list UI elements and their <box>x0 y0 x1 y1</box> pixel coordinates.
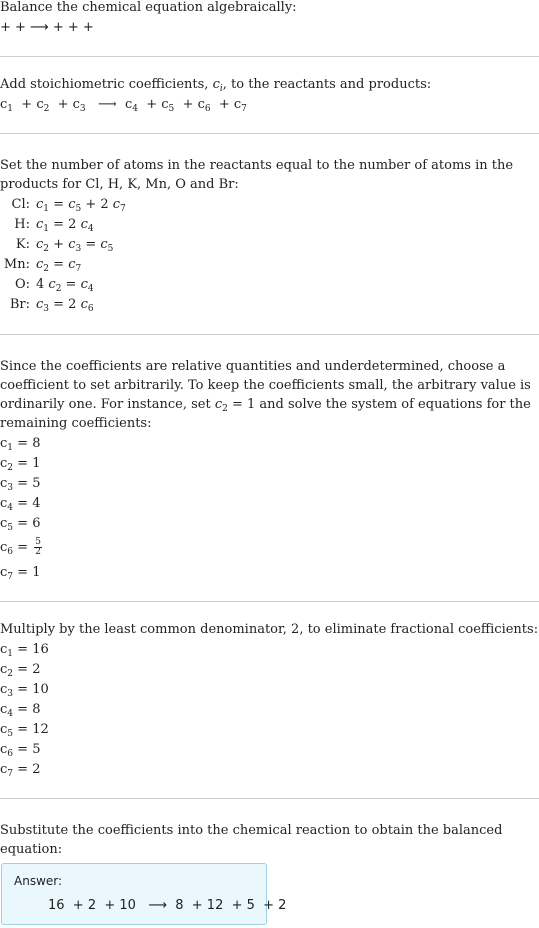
scaled-c4: $c_4 = 8$ <box>0 702 41 719</box>
element-label: H: <box>14 217 30 232</box>
divider <box>0 334 539 335</box>
divider <box>0 601 539 602</box>
element-equation: 4 $c_2 = c_4$ <box>36 277 94 294</box>
solution-c3: $c_3 = 5$ <box>0 476 41 493</box>
element-equation: $c_3 = 2$ $c_6$ <box>36 297 94 314</box>
scaled-c5: $c_5 = 12$ <box>0 722 49 739</box>
step2-text: Add stoichiometric coefficients, $c_i$, to the reactants and products: <box>0 77 432 94</box>
step6-line1: Substitute the coefficients into the chemical reaction to obtain the balanced <box>0 823 503 838</box>
step4-line4: remaining coefficients: <box>0 416 152 431</box>
divider <box>0 798 539 799</box>
scaled-c6: $c_6 = 5$ <box>0 742 41 759</box>
divider <box>0 133 539 134</box>
answer-equation: 16 + 2 + 10 ⟶ 8 + 12 + 5 + 2 <box>48 898 287 913</box>
element-equation: $c_2 + c_3 = c_5$ <box>36 237 114 254</box>
step3-line1: Set the number of atoms in the reactants equal to the number of atoms in the <box>0 158 514 173</box>
element-label: Cl: <box>11 197 30 212</box>
step6-line2: equation: <box>0 842 63 857</box>
solution-c4: $c_4 = 4$ <box>0 496 41 513</box>
element-equation: $c_2 = c_7$ <box>36 257 82 274</box>
step4-line1: Since the coefficients are relative quantities and underdetermined, choose a <box>0 359 506 374</box>
divider <box>0 56 539 57</box>
fraction: $\frac{5}{2}$ <box>35 537 41 557</box>
step2-equation: $c_1 + c_2 + c_3$ ⟶ $c_4 + c_5 + c_6 + c_7$ <box>0 97 247 114</box>
element-label: Br: <box>9 297 30 312</box>
scaled-c2: $c_2 = 2$ <box>0 662 41 679</box>
solution-c7: $c_7 = 1$ <box>0 565 41 582</box>
solution-c1: $c_1 = 8$ <box>0 436 41 453</box>
solution-c5: $c_5 = 6$ <box>0 516 41 533</box>
element-label: O: <box>14 277 30 292</box>
step4-line2: coefficient to set arbitrarily. To keep the coefficients small, the arbitrary value is <box>0 378 531 393</box>
solution-c6: $c_6$ = $\frac{5}{2}$ <box>0 537 41 557</box>
element-equation: $c_1 = 2$ $c_4$ <box>36 217 94 234</box>
scaled-c3: $c_3 = 10$ <box>0 682 49 699</box>
element-label: K: <box>15 237 30 252</box>
scaled-c7: $c_7 = 2$ <box>0 762 41 779</box>
element-equation: $c_1 = c_5 + 2$ $c_7$ <box>36 197 126 214</box>
step1-text: Balance the chemical equation algebraically: <box>0 0 297 15</box>
solution-c2: $c_2 = 1$ <box>0 456 41 473</box>
step1-equation: + + ⟶ + + + <box>0 20 94 35</box>
scaled-c1: $c_1 = 16$ <box>0 642 49 659</box>
answer-box <box>1 863 287 925</box>
answer-label: Answer: <box>14 874 63 888</box>
step5-text: Multiply by the least common denominator, 2, to eliminate fractional coefficients: <box>0 622 539 637</box>
element-label: Mn: <box>3 257 30 272</box>
step4-line3: ordinarily one. For instance, set $c_2 = 1$ and solve the system of equations for the <box>0 397 531 414</box>
step3-line2: products for Cl, H, K, Mn, O and Br: <box>0 177 239 192</box>
